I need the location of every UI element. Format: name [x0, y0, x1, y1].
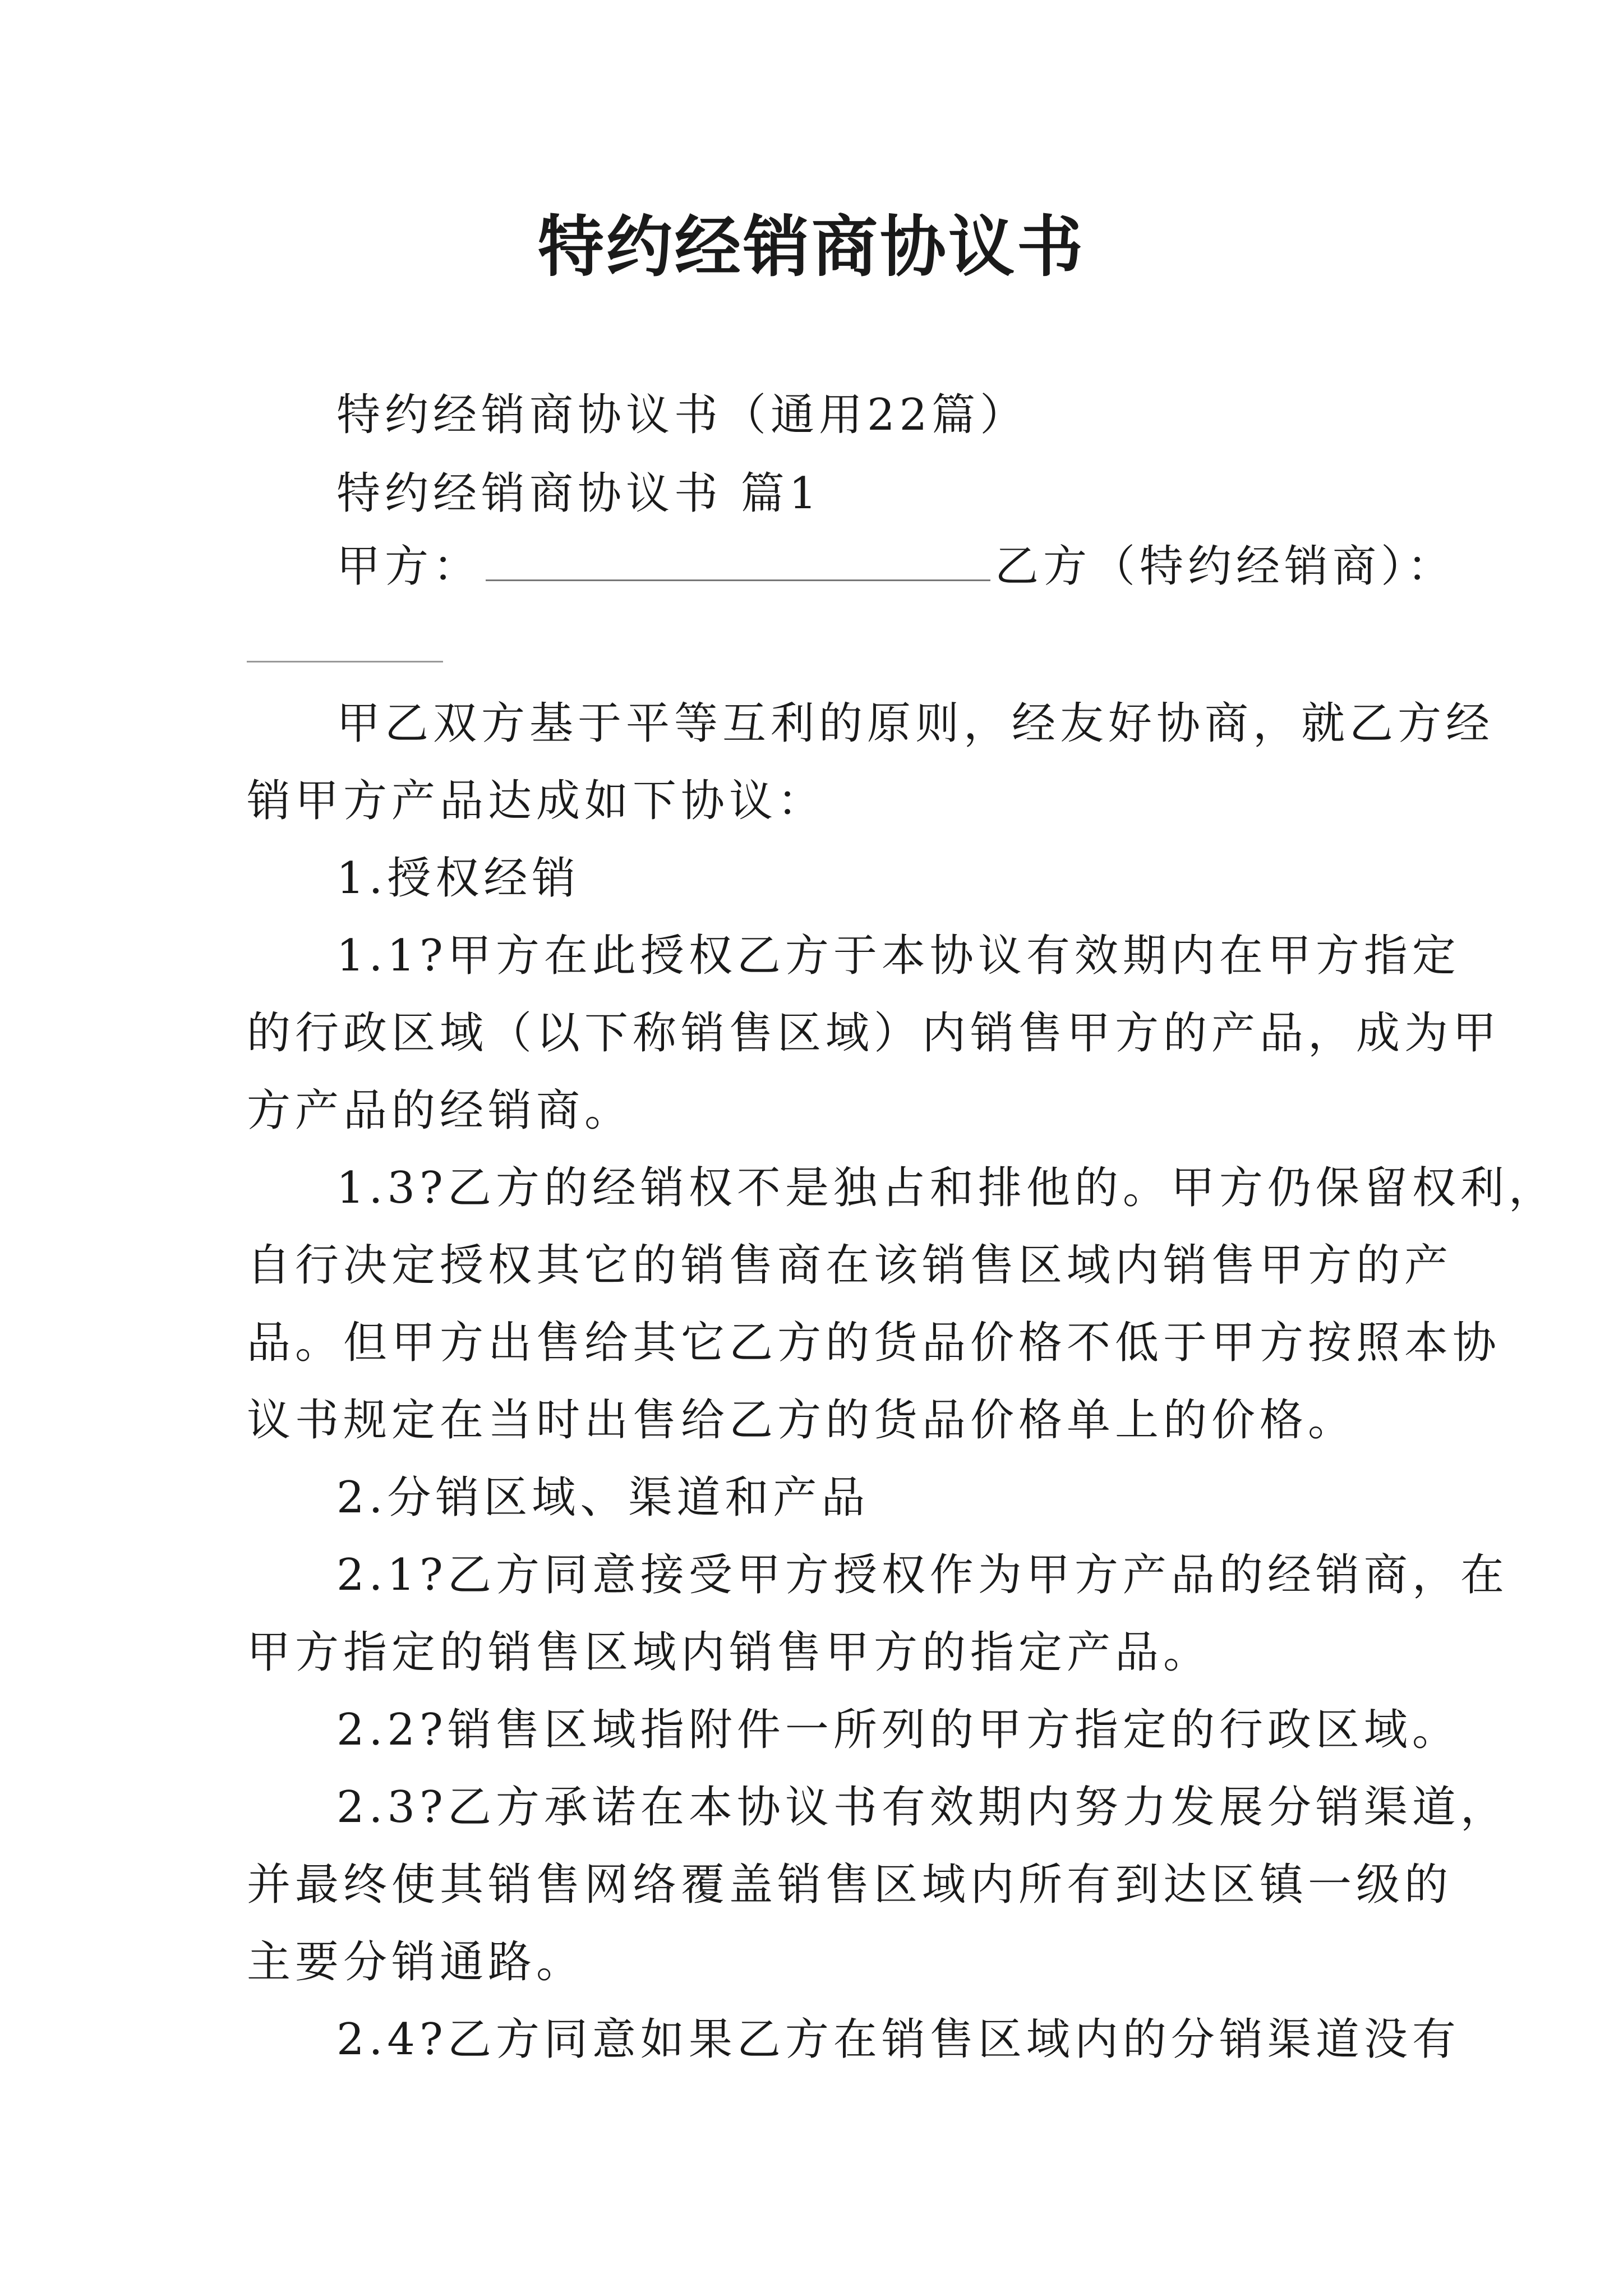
body-line: 的行政区域（以下称销售区域）内销售甲方的产品，成为甲 [247, 1008, 1501, 1059]
section-heading: 1.授权经销 [336, 853, 580, 904]
document-title: 特约经销商协议书 [537, 208, 1085, 286]
body-line: 销甲方产品达成如下协议： [247, 776, 826, 826]
section-heading: 2.分销区域、渠道和产品 [336, 1473, 870, 1523]
body-line: 自行决定授权其它的销售商在该销售区域内销售甲方的产 [247, 1240, 1453, 1291]
body-line: 主要分销通路。 [247, 1937, 585, 1987]
party-b-blank [247, 661, 443, 662]
body-line: 甲方指定的销售区域内销售甲方的指定产品。 [247, 1627, 1212, 1678]
party-line [336, 539, 1455, 595]
body-line: 1.1?甲方在此授权乙方于本协议有效期内在甲方指定 [336, 931, 1460, 981]
body-line: 2.1?乙方同意接受甲方授权作为甲方产品的经销商，在 [336, 1550, 1509, 1600]
party-a-label: 甲方： [336, 541, 482, 592]
body-line: 议书规定在当时出售给乙方的货品价格单上的价格。 [247, 1395, 1357, 1446]
chapter-heading: 特约经销商协议书 篇1 [336, 468, 822, 519]
body-line: 2.4?乙方同意如果乙方在销售区域内的分销渠道没有 [336, 2014, 1460, 2065]
party-b-label: 乙方（特约经销商）： [995, 541, 1456, 592]
body-line: 1.3?乙方的经销权不是独占和排他的。甲方仍保留权利， [336, 1163, 1557, 1213]
document-subtitle: 特约经销商协议书（通用22篇） [336, 390, 1029, 440]
body-line: 甲乙双方基于平等互利的原则，经友好协商，就乙方经 [336, 698, 1495, 749]
body-line: 2.3?乙方承诺在本协议书有效期内努力发展分销渠道， [336, 1782, 1509, 1833]
body-line: 2.2?销售区域指附件一所列的甲方指定的行政区域。 [336, 1705, 1460, 1755]
body-line: 并最终使其销售网络覆盖销售区域内所有到达区镇一级的 [247, 1860, 1453, 1910]
party-a-blank [486, 545, 990, 581]
body-line: 方产品的经销商。 [247, 1085, 633, 1136]
body-line: 品。但甲方出售给其它乙方的货品价格不低于甲方按照本协 [247, 1318, 1501, 1368]
